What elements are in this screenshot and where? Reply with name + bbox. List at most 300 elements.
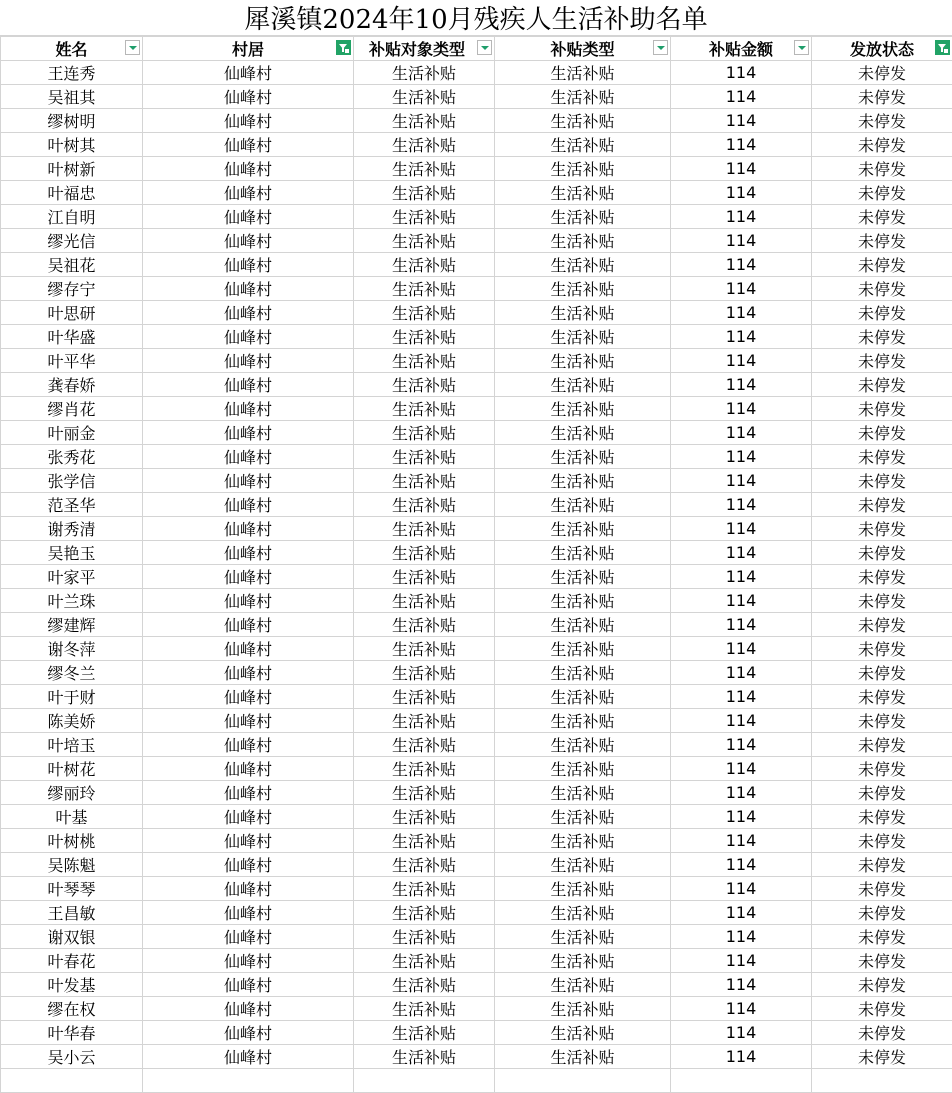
cell-village[interactable]: 仙峰村 xyxy=(143,637,354,661)
cell-status[interactable]: 未停发 xyxy=(812,277,952,301)
cell-name[interactable]: 叶华盛 xyxy=(1,325,143,349)
cell-amount[interactable]: 114 xyxy=(671,757,812,781)
cell-name[interactable]: 龚春娇 xyxy=(1,373,143,397)
cell-name[interactable]: 缪存宁 xyxy=(1,277,143,301)
cell-amount[interactable]: 114 xyxy=(671,421,812,445)
cell-subsidy-type[interactable]: 生活补贴 xyxy=(495,349,671,373)
cell-amount[interactable]: 114 xyxy=(671,325,812,349)
cell-status[interactable]: 未停发 xyxy=(812,613,952,637)
cell-recipient-type[interactable]: 生活补贴 xyxy=(354,541,495,565)
cell-status[interactable]: 未停发 xyxy=(812,685,952,709)
cell-name[interactable]: 谢双银 xyxy=(1,925,143,949)
cell-subsidy-type[interactable]: 生活补贴 xyxy=(495,541,671,565)
cell-recipient-type[interactable]: 生活补贴 xyxy=(354,829,495,853)
cell-village[interactable]: 仙峰村 xyxy=(143,277,354,301)
cell-amount[interactable]: 114 xyxy=(671,589,812,613)
cell-name[interactable]: 吴祖其 xyxy=(1,85,143,109)
cell-recipient-type[interactable]: 生活补贴 xyxy=(354,613,495,637)
cell-village[interactable]: 仙峰村 xyxy=(143,205,354,229)
filter-dropdown-icon[interactable] xyxy=(125,40,140,55)
cell-amount[interactable]: 114 xyxy=(671,493,812,517)
header-village xyxy=(143,37,354,61)
cell-village[interactable]: 仙峰村 xyxy=(143,997,354,1021)
cell-status[interactable]: 未停发 xyxy=(812,157,952,181)
cell-recipient-type[interactable]: 生活补贴 xyxy=(354,85,495,109)
table-row xyxy=(1,613,952,637)
cell-status[interactable]: 未停发 xyxy=(812,205,952,229)
cell-village[interactable]: 仙峰村 xyxy=(143,253,354,277)
cell-recipient-type[interactable]: 生活补贴 xyxy=(354,805,495,829)
cell-village[interactable]: 仙峰村 xyxy=(143,901,354,925)
table-row xyxy=(1,445,952,469)
table-row xyxy=(1,997,952,1021)
cell-village[interactable]: 仙峰村 xyxy=(143,589,354,613)
cell-recipient-type[interactable]: 生活补贴 xyxy=(354,109,495,133)
cell-status[interactable]: 未停发 xyxy=(812,709,952,733)
cell-village[interactable]: 仙峰村 xyxy=(143,445,354,469)
cell-status[interactable]: 未停发 xyxy=(812,637,952,661)
cell-village[interactable]: 仙峰村 xyxy=(143,949,354,973)
table-row xyxy=(1,925,952,949)
cell-amount[interactable]: 114 xyxy=(671,109,812,133)
table-row xyxy=(1,85,952,109)
cell-subsidy-type[interactable]: 生活补贴 xyxy=(495,133,671,157)
cell-status[interactable]: 未停发 xyxy=(812,517,952,541)
cell-village[interactable]: 仙峰村 xyxy=(143,661,354,685)
table-row xyxy=(1,253,952,277)
header-label: 发放状态 xyxy=(850,37,914,60)
cell-amount[interactable]: 114 xyxy=(671,205,812,229)
cell-amount[interactable]: 114 xyxy=(671,349,812,373)
cell-amount[interactable]: 114 xyxy=(671,469,812,493)
cell-village[interactable]: 仙峰村 xyxy=(143,685,354,709)
cell-name[interactable]: 叶树其 xyxy=(1,133,143,157)
cell-status[interactable]: 未停发 xyxy=(812,973,952,997)
cell-subsidy-type[interactable]: 生活补贴 xyxy=(495,157,671,181)
cell-name[interactable]: 叶发基 xyxy=(1,973,143,997)
table-row xyxy=(1,661,952,685)
cell-village[interactable]: 仙峰村 xyxy=(143,541,354,565)
cell-recipient-type[interactable]: 生活补贴 xyxy=(354,997,495,1021)
cell-name[interactable]: 吴陈魁 xyxy=(1,853,143,877)
filter-dropdown-icon[interactable] xyxy=(794,40,809,55)
cell-subsidy-type[interactable]: 生活补贴 xyxy=(495,85,671,109)
cell-subsidy-type[interactable]: 生活补贴 xyxy=(495,301,671,325)
cell-subsidy-type[interactable]: 生活补贴 xyxy=(495,925,671,949)
filter-active-icon[interactable] xyxy=(935,40,950,55)
cell-recipient-type[interactable]: 生活补贴 xyxy=(354,325,495,349)
empty-cell[interactable] xyxy=(1,1069,143,1093)
cell-subsidy-type[interactable]: 生活补贴 xyxy=(495,949,671,973)
cell-recipient-type[interactable]: 生活补贴 xyxy=(354,253,495,277)
cell-status[interactable]: 未停发 xyxy=(812,85,952,109)
cell-status[interactable]: 未停发 xyxy=(812,421,952,445)
cell-status[interactable]: 未停发 xyxy=(812,253,952,277)
cell-amount[interactable]: 114 xyxy=(671,901,812,925)
empty-cell[interactable] xyxy=(143,1069,354,1093)
cell-amount[interactable]: 114 xyxy=(671,733,812,757)
cell-name[interactable]: 叶兰珠 xyxy=(1,589,143,613)
cell-name[interactable]: 叶培玉 xyxy=(1,733,143,757)
cell-subsidy-type[interactable]: 生活补贴 xyxy=(495,709,671,733)
cell-subsidy-type[interactable]: 生活补贴 xyxy=(495,229,671,253)
cell-status[interactable]: 未停发 xyxy=(812,829,952,853)
cell-name[interactable]: 缪在权 xyxy=(1,997,143,1021)
cell-village[interactable]: 仙峰村 xyxy=(143,517,354,541)
cell-status[interactable]: 未停发 xyxy=(812,781,952,805)
cell-name[interactable]: 缪建辉 xyxy=(1,613,143,637)
cell-recipient-type[interactable]: 生活补贴 xyxy=(354,517,495,541)
cell-recipient-type[interactable]: 生活补贴 xyxy=(354,637,495,661)
cell-amount[interactable]: 114 xyxy=(671,565,812,589)
cell-amount[interactable]: 114 xyxy=(671,805,812,829)
cell-amount[interactable]: 114 xyxy=(671,253,812,277)
header-status xyxy=(812,37,952,61)
cell-recipient-type[interactable]: 生活补贴 xyxy=(354,1045,495,1069)
cell-status[interactable]: 未停发 xyxy=(812,325,952,349)
cell-subsidy-type[interactable]: 生活补贴 xyxy=(495,277,671,301)
cell-subsidy-type[interactable]: 生活补贴 xyxy=(495,205,671,229)
cell-recipient-type[interactable]: 生活补贴 xyxy=(354,685,495,709)
empty-cell[interactable] xyxy=(354,1069,495,1093)
table-row xyxy=(1,493,952,517)
cell-recipient-type[interactable]: 生活补贴 xyxy=(354,853,495,877)
cell-village[interactable]: 仙峰村 xyxy=(143,349,354,373)
cell-name[interactable]: 叶琴琴 xyxy=(1,877,143,901)
cell-recipient-type[interactable]: 生活补贴 xyxy=(354,301,495,325)
cell-village[interactable]: 仙峰村 xyxy=(143,1045,354,1069)
cell-village[interactable]: 仙峰村 xyxy=(143,877,354,901)
empty-cell[interactable] xyxy=(671,1069,812,1093)
cell-subsidy-type[interactable]: 生活补贴 xyxy=(495,733,671,757)
cell-recipient-type[interactable]: 生活补贴 xyxy=(354,445,495,469)
cell-subsidy-type[interactable]: 生活补贴 xyxy=(495,613,671,637)
cell-recipient-type[interactable]: 生活补贴 xyxy=(354,469,495,493)
cell-status[interactable]: 未停发 xyxy=(812,469,952,493)
cell-village[interactable]: 仙峰村 xyxy=(143,733,354,757)
cell-status[interactable]: 未停发 xyxy=(812,541,952,565)
cell-village[interactable]: 仙峰村 xyxy=(143,109,354,133)
cell-status[interactable]: 未停发 xyxy=(812,493,952,517)
empty-cell[interactable] xyxy=(495,1069,671,1093)
table-row xyxy=(1,781,952,805)
cell-recipient-type[interactable]: 生活补贴 xyxy=(354,349,495,373)
cell-village[interactable]: 仙峰村 xyxy=(143,325,354,349)
cell-recipient-type[interactable]: 生活补贴 xyxy=(354,277,495,301)
cell-status[interactable]: 未停发 xyxy=(812,61,952,85)
cell-recipient-type[interactable]: 生活补贴 xyxy=(354,877,495,901)
cell-subsidy-type[interactable]: 生活补贴 xyxy=(495,805,671,829)
cell-status[interactable]: 未停发 xyxy=(812,877,952,901)
filter-active-icon[interactable] xyxy=(336,40,351,55)
table-row xyxy=(1,397,952,421)
cell-village[interactable]: 仙峰村 xyxy=(143,973,354,997)
cell-village[interactable]: 仙峰村 xyxy=(143,613,354,637)
cell-recipient-type[interactable]: 生活补贴 xyxy=(354,973,495,997)
cell-subsidy-type[interactable]: 生活补贴 xyxy=(495,397,671,421)
filter-dropdown-icon[interactable] xyxy=(653,40,668,55)
cell-amount[interactable]: 114 xyxy=(671,85,812,109)
cell-amount[interactable]: 114 xyxy=(671,637,812,661)
cell-amount[interactable]: 114 xyxy=(671,709,812,733)
cell-status[interactable]: 未停发 xyxy=(812,133,952,157)
cell-status[interactable]: 未停发 xyxy=(812,109,952,133)
cell-status[interactable]: 未停发 xyxy=(812,181,952,205)
cell-name[interactable]: 吴小云 xyxy=(1,1045,143,1069)
cell-amount[interactable]: 114 xyxy=(671,925,812,949)
cell-subsidy-type[interactable]: 生活补贴 xyxy=(495,61,671,85)
cell-status[interactable]: 未停发 xyxy=(812,925,952,949)
cell-name[interactable]: 叶春花 xyxy=(1,949,143,973)
cell-amount[interactable]: 114 xyxy=(671,1021,812,1045)
empty-cell[interactable] xyxy=(812,1069,952,1093)
cell-subsidy-type[interactable]: 生活补贴 xyxy=(495,253,671,277)
cell-status[interactable]: 未停发 xyxy=(812,301,952,325)
cell-village[interactable]: 仙峰村 xyxy=(143,709,354,733)
header-label: 补贴对象类型 xyxy=(369,37,465,60)
cell-amount[interactable]: 114 xyxy=(671,781,812,805)
cell-amount[interactable]: 114 xyxy=(671,445,812,469)
cell-name[interactable]: 叶平华 xyxy=(1,349,143,373)
table-row xyxy=(1,589,952,613)
cell-amount[interactable]: 114 xyxy=(671,853,812,877)
cell-subsidy-type[interactable]: 生活补贴 xyxy=(495,421,671,445)
cell-subsidy-type[interactable]: 生活补贴 xyxy=(495,997,671,1021)
cell-subsidy-type[interactable]: 生活补贴 xyxy=(495,109,671,133)
cell-subsidy-type[interactable]: 生活补贴 xyxy=(495,661,671,685)
cell-subsidy-type[interactable]: 生活补贴 xyxy=(495,1045,671,1069)
cell-name[interactable]: 江自明 xyxy=(1,205,143,229)
cell-subsidy-type[interactable]: 生活补贴 xyxy=(495,373,671,397)
cell-recipient-type[interactable]: 生活补贴 xyxy=(354,733,495,757)
cell-name[interactable]: 缪肖花 xyxy=(1,397,143,421)
table-row xyxy=(1,1021,952,1045)
cell-name[interactable]: 王昌敏 xyxy=(1,901,143,925)
table-row xyxy=(1,733,952,757)
cell-amount[interactable]: 114 xyxy=(671,277,812,301)
cell-recipient-type[interactable]: 生活补贴 xyxy=(354,373,495,397)
cell-amount[interactable]: 114 xyxy=(671,229,812,253)
cell-status[interactable]: 未停发 xyxy=(812,997,952,1021)
cell-subsidy-type[interactable]: 生活补贴 xyxy=(495,829,671,853)
cell-name[interactable]: 叶树花 xyxy=(1,757,143,781)
cell-status[interactable]: 未停发 xyxy=(812,1021,952,1045)
cell-recipient-type[interactable]: 生活补贴 xyxy=(354,709,495,733)
cell-village[interactable]: 仙峰村 xyxy=(143,469,354,493)
cell-subsidy-type[interactable]: 生活补贴 xyxy=(495,973,671,997)
cell-subsidy-type[interactable]: 生活补贴 xyxy=(495,781,671,805)
cell-village[interactable]: 仙峰村 xyxy=(143,181,354,205)
cell-status[interactable]: 未停发 xyxy=(812,565,952,589)
cell-amount[interactable]: 114 xyxy=(671,997,812,1021)
cell-name[interactable]: 缪光信 xyxy=(1,229,143,253)
table-row xyxy=(1,829,952,853)
cell-recipient-type[interactable]: 生活补贴 xyxy=(354,589,495,613)
empty-row xyxy=(1,1069,952,1093)
sheet-title: 犀溪镇2024年10月残疾人生活补助名单 xyxy=(0,0,952,36)
cell-amount[interactable]: 114 xyxy=(671,181,812,205)
cell-recipient-type[interactable]: 生活补贴 xyxy=(354,1021,495,1045)
cell-name[interactable]: 张秀花 xyxy=(1,445,143,469)
cell-amount[interactable]: 114 xyxy=(671,877,812,901)
header-subsidy-type xyxy=(495,37,671,61)
cell-recipient-type[interactable]: 生活补贴 xyxy=(354,397,495,421)
cell-recipient-type[interactable]: 生活补贴 xyxy=(354,205,495,229)
table-row xyxy=(1,565,952,589)
cell-amount[interactable]: 114 xyxy=(671,949,812,973)
cell-amount[interactable]: 114 xyxy=(671,373,812,397)
cell-village[interactable]: 仙峰村 xyxy=(143,925,354,949)
cell-name[interactable]: 缪树明 xyxy=(1,109,143,133)
table-row xyxy=(1,301,952,325)
cell-village[interactable]: 仙峰村 xyxy=(143,373,354,397)
table-row xyxy=(1,637,952,661)
cell-village[interactable]: 仙峰村 xyxy=(143,229,354,253)
cell-village[interactable]: 仙峰村 xyxy=(143,133,354,157)
cell-recipient-type[interactable]: 生活补贴 xyxy=(354,925,495,949)
cell-subsidy-type[interactable]: 生活补贴 xyxy=(495,469,671,493)
cell-amount[interactable]: 114 xyxy=(671,973,812,997)
cell-name[interactable]: 张学信 xyxy=(1,469,143,493)
cell-name[interactable]: 叶于财 xyxy=(1,685,143,709)
table-row xyxy=(1,205,952,229)
cell-village[interactable]: 仙峰村 xyxy=(143,301,354,325)
cell-amount[interactable]: 114 xyxy=(671,661,812,685)
cell-amount[interactable]: 114 xyxy=(671,301,812,325)
cell-status[interactable]: 未停发 xyxy=(812,757,952,781)
cell-amount[interactable]: 114 xyxy=(671,61,812,85)
table-row xyxy=(1,325,952,349)
cell-status[interactable]: 未停发 xyxy=(812,661,952,685)
cell-status[interactable]: 未停发 xyxy=(812,445,952,469)
table-row xyxy=(1,133,952,157)
filter-dropdown-icon[interactable] xyxy=(477,40,492,55)
table-row xyxy=(1,973,952,997)
cell-name[interactable]: 谢秀清 xyxy=(1,517,143,541)
cell-subsidy-type[interactable]: 生活补贴 xyxy=(495,853,671,877)
cell-recipient-type[interactable]: 生活补贴 xyxy=(354,493,495,517)
cell-status[interactable]: 未停发 xyxy=(812,349,952,373)
cell-status[interactable]: 未停发 xyxy=(812,1045,952,1069)
cell-amount[interactable]: 114 xyxy=(671,133,812,157)
cell-status[interactable]: 未停发 xyxy=(812,901,952,925)
cell-recipient-type[interactable]: 生活补贴 xyxy=(354,949,495,973)
cell-name[interactable]: 陈美娇 xyxy=(1,709,143,733)
table-row xyxy=(1,1045,952,1069)
cell-recipient-type[interactable]: 生活补贴 xyxy=(354,61,495,85)
cell-village[interactable]: 仙峰村 xyxy=(143,421,354,445)
cell-status[interactable]: 未停发 xyxy=(812,373,952,397)
cell-subsidy-type[interactable]: 生活补贴 xyxy=(495,493,671,517)
cell-name[interactable]: 范圣华 xyxy=(1,493,143,517)
header-name xyxy=(1,37,143,61)
table-row xyxy=(1,685,952,709)
cell-village[interactable]: 仙峰村 xyxy=(143,781,354,805)
cell-name[interactable]: 缪丽玲 xyxy=(1,781,143,805)
cell-village[interactable]: 仙峰村 xyxy=(143,85,354,109)
cell-subsidy-type[interactable]: 生活补贴 xyxy=(495,901,671,925)
cell-village[interactable]: 仙峰村 xyxy=(143,757,354,781)
cell-subsidy-type[interactable]: 生活补贴 xyxy=(495,685,671,709)
cell-subsidy-type[interactable]: 生活补贴 xyxy=(495,445,671,469)
header-amount xyxy=(671,37,812,61)
cell-village[interactable]: 仙峰村 xyxy=(143,565,354,589)
cell-amount[interactable]: 114 xyxy=(671,1045,812,1069)
cell-recipient-type[interactable]: 生活补贴 xyxy=(354,157,495,181)
cell-name[interactable]: 叶树桃 xyxy=(1,829,143,853)
cell-status[interactable]: 未停发 xyxy=(812,589,952,613)
cell-name[interactable]: 叶家平 xyxy=(1,565,143,589)
cell-village[interactable]: 仙峰村 xyxy=(143,853,354,877)
cell-village[interactable]: 仙峰村 xyxy=(143,397,354,421)
cell-name[interactable]: 叶树新 xyxy=(1,157,143,181)
cell-village[interactable]: 仙峰村 xyxy=(143,61,354,85)
cell-recipient-type[interactable]: 生活补贴 xyxy=(354,565,495,589)
cell-subsidy-type[interactable]: 生活补贴 xyxy=(495,325,671,349)
cell-amount[interactable]: 114 xyxy=(671,829,812,853)
cell-amount[interactable]: 114 xyxy=(671,157,812,181)
cell-status[interactable]: 未停发 xyxy=(812,853,952,877)
cell-amount[interactable]: 114 xyxy=(671,685,812,709)
cell-amount[interactable]: 114 xyxy=(671,517,812,541)
cell-status[interactable]: 未停发 xyxy=(812,733,952,757)
cell-village[interactable]: 仙峰村 xyxy=(143,1021,354,1045)
cell-village[interactable]: 仙峰村 xyxy=(143,805,354,829)
cell-subsidy-type[interactable]: 生活补贴 xyxy=(495,1021,671,1045)
cell-village[interactable]: 仙峰村 xyxy=(143,829,354,853)
cell-status[interactable]: 未停发 xyxy=(812,229,952,253)
cell-name[interactable]: 叶思研 xyxy=(1,301,143,325)
cell-name[interactable]: 吴艳玉 xyxy=(1,541,143,565)
cell-status[interactable]: 未停发 xyxy=(812,397,952,421)
cell-name[interactable]: 叶福忠 xyxy=(1,181,143,205)
cell-recipient-type[interactable]: 生活补贴 xyxy=(354,781,495,805)
cell-recipient-type[interactable]: 生活补贴 xyxy=(354,901,495,925)
cell-amount[interactable]: 114 xyxy=(671,613,812,637)
cell-recipient-type[interactable]: 生活补贴 xyxy=(354,421,495,445)
cell-recipient-type[interactable]: 生活补贴 xyxy=(354,757,495,781)
cell-subsidy-type[interactable]: 生活补贴 xyxy=(495,637,671,661)
cell-recipient-type[interactable]: 生活补贴 xyxy=(354,229,495,253)
cell-name[interactable]: 缪冬兰 xyxy=(1,661,143,685)
cell-village[interactable]: 仙峰村 xyxy=(143,493,354,517)
cell-subsidy-type[interactable]: 生活补贴 xyxy=(495,181,671,205)
cell-recipient-type[interactable]: 生活补贴 xyxy=(354,133,495,157)
table-row xyxy=(1,181,952,205)
cell-amount[interactable]: 114 xyxy=(671,397,812,421)
cell-name[interactable]: 叶基 xyxy=(1,805,143,829)
cell-subsidy-type[interactable]: 生活补贴 xyxy=(495,877,671,901)
table-row xyxy=(1,61,952,85)
table-row xyxy=(1,157,952,181)
cell-subsidy-type[interactable]: 生活补贴 xyxy=(495,757,671,781)
cell-status[interactable]: 未停发 xyxy=(812,805,952,829)
cell-name[interactable]: 吴祖花 xyxy=(1,253,143,277)
cell-subsidy-type[interactable]: 生活补贴 xyxy=(495,517,671,541)
cell-village[interactable]: 仙峰村 xyxy=(143,157,354,181)
cell-amount[interactable]: 114 xyxy=(671,541,812,565)
cell-recipient-type[interactable]: 生活补贴 xyxy=(354,181,495,205)
cell-subsidy-type[interactable]: 生活补贴 xyxy=(495,565,671,589)
cell-recipient-type[interactable]: 生活补贴 xyxy=(354,661,495,685)
cell-subsidy-type[interactable]: 生活补贴 xyxy=(495,589,671,613)
table-row xyxy=(1,709,952,733)
cell-name[interactable]: 叶丽金 xyxy=(1,421,143,445)
cell-status[interactable]: 未停发 xyxy=(812,949,952,973)
cell-name[interactable]: 谢冬萍 xyxy=(1,637,143,661)
cell-name[interactable]: 叶华春 xyxy=(1,1021,143,1045)
cell-name[interactable]: 王连秀 xyxy=(1,61,143,85)
